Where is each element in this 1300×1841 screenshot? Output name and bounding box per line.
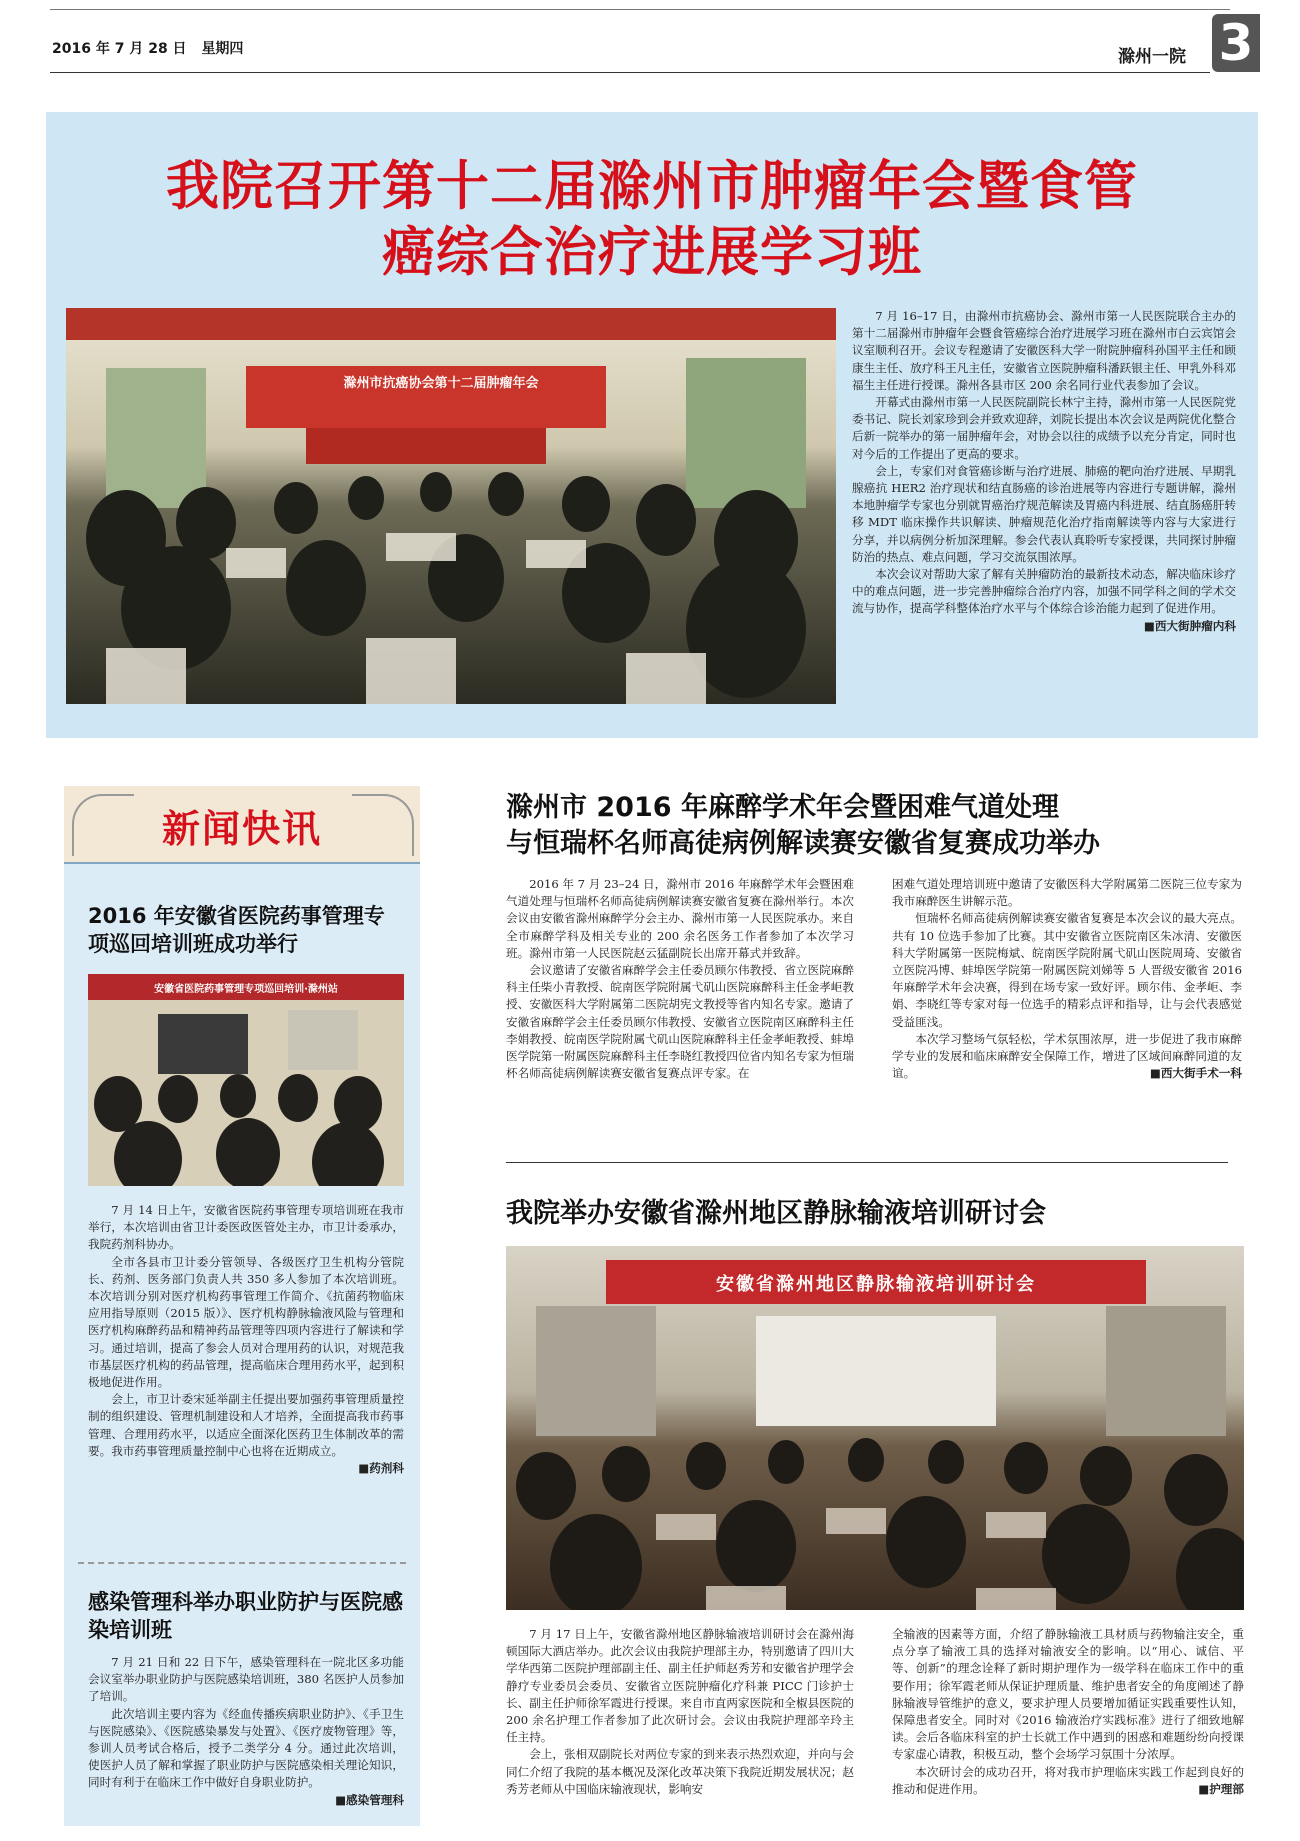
flash-item1-signature: ■药剂科 [358,1461,404,1476]
anesthesia-title-line1: 滁州市 2016 年麻醉学术年会暨困难气道处理 [506,792,1059,823]
lead-article [46,112,1258,738]
conference-hall-image [66,308,836,704]
lead-paragraph: 会上，专家们对食管癌诊断与治疗进展、肺癌的靶向治疗进展、早期乳腺癌抗 HER2 治疗现状和结直肠癌的诊治进展等内容进行专题讲解，滁州本地肿瘤学专家也分别就胃癌治疗规范解读及胃癌内科进展、结直肠癌肝转移 MDT 临床操作共识解读、肿瘤规范化治疗指南解读等内容与大家进行分享，并以病例分析加深理解。参会代表认真聆听专家授课，共同探讨肿瘤防治的热点、难点问题，学习交流氛围浓厚。 [852,463,1236,564]
flash-item2-paragraph [88,1706,404,1807]
flash-item2-paragraph-text: 此次培训主要内容为《经血传播疾病职业防护》、《手卫生与医院感染》、《医院感染暴发与处置》、《医疗废物管理》等，参训人员考试合格后，授予二类学分 4 分。通过此次培训，使医护人员了解和掌握了职业防护与医院感染相关理论知识，同时有利于在临床工作中做好自身职业防护。 [88,1706,404,1790]
news-flash-box [64,786,420,1826]
iv-photo [506,1246,1244,1610]
page-number-text: 3 [1218,14,1254,72]
lead-paragraph-text: 本次会议对帮助大家了解有关肿瘤防治的最新技术动态，解决临床诊疗中的难点问题，进一步完善肿瘤综合治疗内容，加强不同学科之间的学术交流与协作，提高学科整体治疗水平与个体综合诊治能力起到了促进作用。 [852,567,1236,616]
anesthesia-col2 [892,876,1242,1082]
flash-item2-paragraph: 7 月 21 日和 22 日下午，感染管理科在一院北区多功能会议室举办职业防护与医院感染培训班，380 名医护人员参加了培训。 [88,1655,404,1704]
iv-signature: ■护理部 [1198,1781,1244,1796]
lead-photo [66,308,836,704]
weekday-text: 星期四 [201,41,244,57]
flash-item2-title: 感染管理科举办职业防护与医院感染培训班 [88,1590,403,1642]
news-flash-heading [64,786,420,864]
lead-paragraph [852,566,1236,633]
lead-paragraph: 开幕式由滁州市第一人民医院副院长林宁主持，滁州市第一人民医院党委书记、院长刘家珍到会并致欢迎辞，刘院长提出本次会议是两院优化整合后新一院举办的第一届肿瘤年会，对协会以往的成绩予以充分肯定，同时也对今后的工作提出了更高的要求。 [852,395,1236,461]
anesthesia-paragraph: 2016 年 7 月 23–24 日，滁州市 2016 年麻醉学术年会暨困难气道处理与恒瑞杯名师高徒病例解读赛安徽省复赛在滁州举行。本次会议由安徽省滁州麻醉学分会主办、滁州市第一人民医院承办。来自全市麻醉学科及相关专业的 200 余名医务工作者参加了本次学习班。滁州市第一人民医院赵云猛副院长出席开幕式并致辞。 [506,877,854,960]
flash-item2-signature: ■感染管理科 [335,1792,404,1807]
flash-item1-paragraph-text: 会上，市卫计委宋延举副主任提出要加强药事管理质量控制的组织建设、管理机制建设和人才培养，全面提高我市药事管理、合理用药水平，以适应全面深化医药卫生体制改革的需要。我市药事管理质量控制中心也将在近期成立。 [88,1392,404,1458]
seminar-hall-image [506,1246,1244,1610]
iv-paragraph [892,1764,1244,1798]
flash-item1-photo [88,974,404,1186]
lead-title-line2: 癌综合治疗进展学习班 [382,222,922,283]
iv-paragraph-text: 本次研讨会的成功召开，将对我市护理临床实践工作起到良好的推动和促进作用。 [892,1764,1244,1796]
flash-separator [78,1562,406,1564]
iv-col1 [506,1626,854,1798]
section-divider [506,1162,1228,1163]
iv-paragraph: 会上，张相双副院长对两位专家的到来表示热烈欢迎，并向与会同仁介绍了我院的基本概况及深化改革决策下我院近期发展状况；赵秀芳老师从中国临床输液现状，影响安 [506,1747,854,1796]
header-bottom-rule [50,72,1210,73]
anesthesia-title-line2: 与恒瑞杯名师高徒病例解读赛安徽省复赛成功举办 [506,828,1100,859]
flash-item1-paragraph [88,1391,404,1476]
header-top-rule [50,9,1230,10]
lead-text [852,308,1236,708]
anesthesia-article [450,786,1260,1116]
anesthesia-paragraph: 恒瑞杯名师高徒病例解读赛安徽省复赛是本次会议的最大亮点。共有 10 位选手参加了比赛。其中安徽省立医院南区朱冰清、安徽医科大学附属第一医院梅斌、皖南医学院附属弋矶山医院周琦、安徽省立医院冯博、蚌埠医学院第一附属医院刘娣等 5 人晋级安徽省 2016 年麻醉学术年会决赛，得到在场专家一致好评。顾尔伟、金孝岠、李娟、李晓红等专家对每一位选手的精彩点评和指导，让与会代表感觉受益匪浅。 [892,911,1242,1029]
iv-col2 [892,1626,1244,1798]
header-date [52,38,243,58]
anesthesia-paragraph: 会议邀请了安徽省麻醉学会主任委员顾尔伟教授、省立医院麻醉科主任柴小青教授、皖南医学院附属弋矶山医院麻醉科主任金孝岠教授、安徽医科大学附属第二医院胡宪文教授等省内知名专家。邀请了安徽省麻醉学会主任委员顾尔伟教授、安徽省立医院南区麻醉科主任李娟教授、皖南医学院附属弋矶山医院麻醉科主任金孝岠教授、蚌埠医学院第一附属医院麻醉科主任李晓红教授四位省内知名专家为恒瑞杯名师高徒病例解读赛安徽省复赛点评专家。在 [506,963,854,1081]
lead-signature: ■西大街肿瘤内科 [1143,618,1236,633]
flash-item1-title: 2016 年安徽省医院药事管理专项巡回培训班成功举行 [88,904,385,956]
page-header [0,0,1300,80]
iv-title: 我院举办安徽省滁州地区静脉输液培训研讨会 [506,1198,1046,1229]
iv-paragraph: 7 月 17 日上午，安徽省滁州地区静脉输液培训研讨会在滁州海顿国际大酒店举办。此次会议由我院护理部主办，特别邀请了四川大学华西第二医院护理部副主任、副主任护师赵秀芳和安徽省护理学会静疗专业委员会委员、安徽省立医院肿瘤化疗科兼 PICC 门诊护士长、副主任护师徐军霞进行授课。来自市直两家医院和全椒县医院的 200 余名护理工作者参加了此次研讨会。会议由我院护理部辛玲主任主持。 [506,1627,854,1745]
page-number [1212,14,1260,72]
date-text: 2016 年 7 月 28 日 [52,41,187,57]
flash-item1-paragraph: 全市各县市卫计委分管领导、各级医疗卫生机构分管院长、药剂、医务部门负责人共 350 多人参加了本次培训班。本次培训分别对医疗机构药事管理工作简介、《抗菌药物临床应用指导原则（2015 版）》、医疗机构静脉输液风险与管理和医疗机构麻醉药品和精神药品管理等四项内容进行了解读和学习。通过培训，提高了参会人员对合理用药的认识，对规范我市基层医疗机构的药品管理，提高临床合理用药水平，起到积极地促进作用。 [88,1254,404,1390]
flash-item2-text [88,1654,404,1809]
anesthesia-signature: ■西大街手术一科 [1149,1066,1242,1081]
flash-item1-text [88,1202,404,1477]
lead-paragraph: 7 月 16–17 日，由滁州市抗癌协会、滁州市第一人民医院联合主办的第十二届滁州市肿瘤年会暨食管癌综合治疗进展学习班在滁州市白云宾馆会议室顺利召开。会议专程邀请了安徽医科大学一附院肿瘤科孙国平主任和顾康生主任、放疗科王凡主任，安徽省立医院肿瘤科潘跃银主任、甲乳外科邓福生主任进行授课。滁州各县市区 200 余名同行业代表参加了会议。 [852,309,1236,392]
section-name: 滁州一院 [1118,47,1186,67]
lead-photo-banner: 滁州市抗癌协会第十二届肿瘤年会 [343,376,539,391]
iv-photo-banner: 安徽省滁州地区静脉输液培训研讨会 [716,1274,1036,1295]
iv-paragraph: 全输液的因素等方面，介绍了静脉输液工具材质与药物输注安全，重点分享了输液工具的选择对输液安全的影响。以“用心、诚信、平等、创新”的理念诠释了新时期护理作为一级学科在临床工作中的重要作用；徐军霞老师从保证护理质量、维护患者安全的角度阐述了静脉输液导管维护的意义，要求护理人员要增加循证实践重要性认知，保障患者安全。同时对《2016 输液治疗实践标准》进行了细致地解读。会后各临床科室的护士长就工作中遇到的困惑和难题纷纷向授课专家虚心请教，积极互动，整个会场学习氛围十分浓厚。 [892,1627,1244,1762]
anesthesia-paragraph: 困难气道处理培训班中邀请了安徽医科大学附属第二医院三位专家为我市麻醉医生讲解示范。 [892,877,1242,909]
anesthesia-col1 [506,876,854,1082]
anesthesia-paragraph [892,1031,1242,1083]
news-flash-title: 新闻快讯 [161,806,322,851]
anesthesia-paragraph-text: 本次学习整场气氛轻松，学术氛围浓厚，进一步促进了我市麻醉学专业的发展和临床麻醉安全保障工作，增进了区域间麻醉同道的友谊。 [892,1031,1242,1081]
flash-item1-paragraph: 7 月 14 日上午，安徽省医院药事管理专项培训班在我市举行，本次培训由省卫计委医政医管处主办，市卫计委承办，我院药剂科协办。 [88,1203,404,1252]
iv-article [450,1180,1260,1830]
training-hall-image [88,974,404,1186]
lead-title-line1: 我院召开第十二届滁州市肿瘤年会暨食管 [166,156,1138,217]
flash-item1-photo-banner: 安徽省医院药事管理专项巡回培训·滁州站 [154,984,338,995]
